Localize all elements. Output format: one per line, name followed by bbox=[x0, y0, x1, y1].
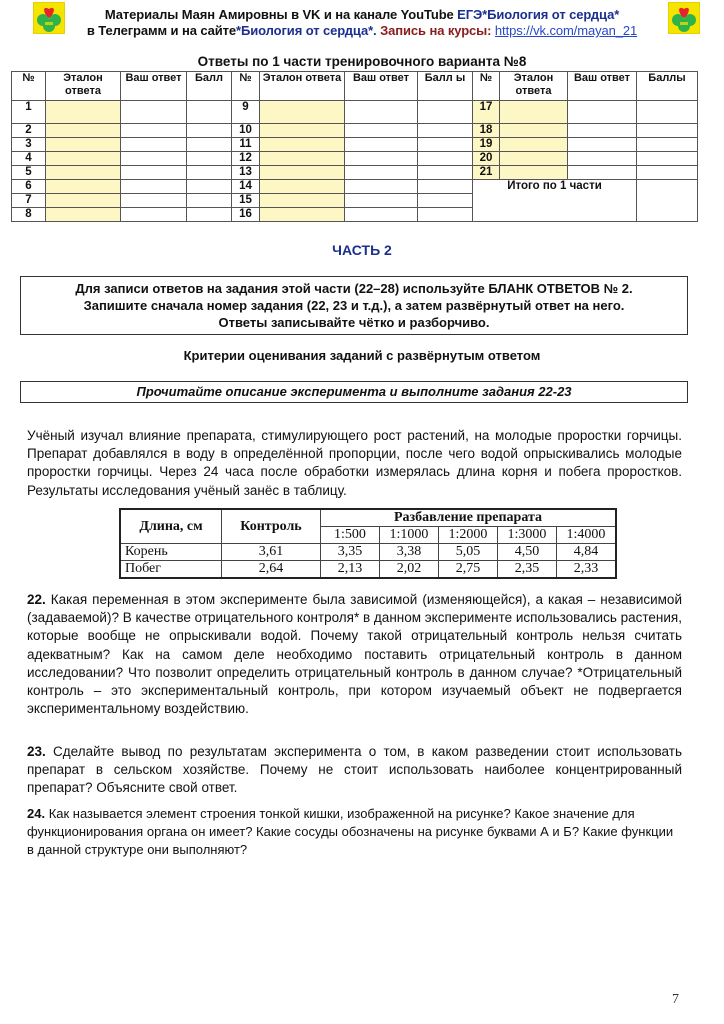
page-number: 7 bbox=[672, 992, 679, 1007]
score-cell[interactable] bbox=[418, 180, 473, 194]
reference-answer-cell bbox=[46, 138, 121, 152]
task-number-cell: 3 bbox=[12, 138, 46, 152]
header-cell: Ваш ответ bbox=[568, 72, 637, 101]
score-cell[interactable] bbox=[187, 152, 232, 166]
dilution-header: 1:1000 bbox=[380, 527, 439, 544]
value-cell: 5,05 bbox=[439, 544, 498, 561]
instruction-line: Запишите сначала номер задания (22, 23 и т.д.), а затем развёрнутый ответ на него. bbox=[83, 298, 625, 313]
your-answer-cell[interactable] bbox=[345, 138, 418, 152]
instruction-line: Ответы записывайте чётко и разборчиво. bbox=[218, 315, 490, 330]
header-line-1 bbox=[0, 7, 724, 22]
table-row bbox=[120, 561, 616, 579]
reference-answer-cell bbox=[260, 101, 345, 124]
task-number-cell: 15 bbox=[232, 194, 260, 208]
task-number-cell: 17 bbox=[473, 101, 500, 124]
your-answer-cell[interactable] bbox=[121, 101, 187, 124]
answers-table-header bbox=[12, 72, 698, 101]
reference-answer-cell bbox=[260, 124, 345, 138]
vk-link[interactable]: https://vk.com/mayan_21 bbox=[494, 23, 638, 38]
header-cell: Балл ы bbox=[418, 72, 473, 101]
table-row bbox=[12, 166, 698, 180]
row-label: Побег bbox=[120, 561, 222, 579]
reference-answer-cell bbox=[46, 194, 121, 208]
task-number-cell: 1 bbox=[12, 101, 46, 124]
value-cell: 4,50 bbox=[498, 544, 557, 561]
value-cell: 2,75 bbox=[439, 561, 498, 579]
your-answer-cell[interactable] bbox=[345, 194, 418, 208]
your-answer-cell[interactable] bbox=[121, 208, 187, 222]
reference-answer-cell bbox=[260, 152, 345, 166]
control-value: 3,61 bbox=[222, 544, 321, 561]
control-value: 2,64 bbox=[222, 561, 321, 579]
task-number-cell: 14 bbox=[232, 180, 260, 194]
task-number-cell: 8 bbox=[12, 208, 46, 222]
table-row bbox=[120, 544, 616, 561]
score-cell[interactable] bbox=[637, 124, 698, 138]
your-answer-cell[interactable] bbox=[121, 194, 187, 208]
answers-table bbox=[11, 71, 698, 222]
task-text: Как называется элемент строения тонкой кишки, изображенной на рисунке? Какое значение для функционирования органа он имеет? Какие сосуды обозначены на рисунке буквами А и Б? Какие функции в данной структуре они выполняют? bbox=[27, 806, 674, 858]
your-answer-cell[interactable] bbox=[345, 124, 418, 138]
task-number-cell: 13 bbox=[232, 166, 260, 180]
reference-answer-cell bbox=[46, 101, 121, 124]
task-22 bbox=[27, 591, 682, 718]
total-score-cell[interactable] bbox=[637, 180, 698, 222]
brand-name: *Биология от сердца*. bbox=[236, 23, 377, 38]
table-row bbox=[12, 101, 698, 124]
header-text: Материалы Маян Амировны в VK и на канале YouTube bbox=[104, 7, 458, 22]
score-cell[interactable] bbox=[187, 194, 232, 208]
row-label: Корень bbox=[120, 544, 222, 561]
reference-answer-cell bbox=[260, 194, 345, 208]
task-number-cell: 10 bbox=[232, 124, 260, 138]
reference-answer-cell bbox=[500, 166, 568, 180]
value-cell: 3,35 bbox=[321, 544, 380, 561]
reference-answer-cell bbox=[260, 208, 345, 222]
table-row bbox=[12, 138, 698, 152]
reference-answer-cell bbox=[500, 124, 568, 138]
dilution-header: 1:3000 bbox=[498, 527, 557, 544]
your-answer-cell[interactable] bbox=[345, 166, 418, 180]
score-cell[interactable] bbox=[187, 101, 232, 124]
score-cell[interactable] bbox=[637, 166, 698, 180]
your-answer-cell[interactable] bbox=[568, 152, 637, 166]
table-row bbox=[12, 152, 698, 166]
header-cell: Эталон ответа bbox=[260, 72, 345, 101]
part2-title: ЧАСТЬ 2 bbox=[332, 242, 392, 258]
score-cell[interactable] bbox=[187, 138, 232, 152]
task-number-cell: 12 bbox=[232, 152, 260, 166]
reference-answer-cell bbox=[500, 138, 568, 152]
reference-answer-cell bbox=[46, 166, 121, 180]
your-answer-cell[interactable] bbox=[121, 138, 187, 152]
score-cell[interactable] bbox=[187, 166, 232, 180]
instruction-line: Для записи ответов на задания этой части (22–28) используйте БЛАНК ОТВЕТОВ № 2. bbox=[75, 281, 633, 296]
signup-label: Запись на курсы: bbox=[376, 23, 495, 38]
header-cell: Эталон ответа bbox=[500, 72, 568, 101]
answers-table-title: Ответы по 1 части тренировочного варианта №8 bbox=[197, 54, 527, 69]
task-number-cell: 18 bbox=[473, 124, 500, 138]
task-number: 22. bbox=[27, 592, 46, 607]
brand-name: ЕГЭ*Биология от сердца* bbox=[457, 7, 620, 22]
score-cell[interactable] bbox=[637, 101, 698, 124]
task-number-cell: 20 bbox=[473, 152, 500, 166]
your-answer-cell[interactable] bbox=[345, 180, 418, 194]
dilution-header: 1:2000 bbox=[439, 527, 498, 544]
reference-answer-cell bbox=[500, 152, 568, 166]
score-cell[interactable] bbox=[187, 208, 232, 222]
header-line-2 bbox=[0, 23, 724, 38]
col-header-control: Контроль bbox=[222, 509, 321, 544]
task-text: Сделайте вывод по результатам эксперимента о том, в каком разведении стоит использовать препарат в сельском хозяйстве. Почему не стоит использовать наиболее концентрированный препарат? Объясните свой ответ. bbox=[27, 744, 682, 796]
header-text: в Телеграмм и на сайте bbox=[86, 23, 237, 38]
your-answer-cell[interactable] bbox=[568, 138, 637, 152]
header-cell: № bbox=[12, 72, 46, 101]
reference-answer-cell bbox=[46, 124, 121, 138]
score-cell[interactable] bbox=[418, 166, 473, 180]
your-answer-cell[interactable] bbox=[121, 124, 187, 138]
score-cell[interactable] bbox=[418, 138, 473, 152]
total-label: Итого по 1 части bbox=[473, 180, 637, 222]
experiment-intro: Учёный изучал влияние препарата, стимулирующего рост растений, на молодые проростки горчицы. Препарат добавлялся в воду в определённой пропорции, после чего водой опрыскивались молодые проростки горчицы. Через 24 часа после обработки измерялась длина корня и побега проростков. Результаты исследования учёный занёс в таблицу. bbox=[27, 428, 682, 498]
table-row bbox=[12, 180, 698, 194]
task-number: 23. bbox=[27, 744, 46, 759]
instructions-box bbox=[20, 276, 688, 335]
reference-answer-cell bbox=[260, 180, 345, 194]
score-cell[interactable] bbox=[418, 152, 473, 166]
value-cell: 2,35 bbox=[498, 561, 557, 579]
score-cell[interactable] bbox=[187, 180, 232, 194]
score-cell[interactable] bbox=[418, 194, 473, 208]
your-answer-cell[interactable] bbox=[345, 101, 418, 124]
reference-answer-cell bbox=[46, 152, 121, 166]
header-cell: № bbox=[473, 72, 500, 101]
value-cell: 2,33 bbox=[557, 561, 617, 579]
your-answer-cell[interactable] bbox=[121, 166, 187, 180]
header-cell: Балл bbox=[187, 72, 232, 101]
your-answer-cell[interactable] bbox=[345, 208, 418, 222]
your-answer-cell[interactable] bbox=[345, 152, 418, 166]
value-cell: 2,13 bbox=[321, 561, 380, 579]
score-cell[interactable] bbox=[637, 152, 698, 166]
task-number-cell: 21 bbox=[473, 166, 500, 180]
reference-answer-cell bbox=[46, 180, 121, 194]
score-cell[interactable] bbox=[418, 208, 473, 222]
header-cell: Ваш ответ bbox=[121, 72, 187, 101]
task-23 bbox=[27, 743, 682, 798]
dilution-header: 1:500 bbox=[321, 527, 380, 544]
header-cell: Баллы bbox=[637, 72, 698, 101]
score-cell[interactable] bbox=[418, 101, 473, 124]
header-cell: № bbox=[232, 72, 260, 101]
task-number-cell: 5 bbox=[12, 166, 46, 180]
your-answer-cell[interactable] bbox=[568, 101, 637, 124]
value-cell: 4,84 bbox=[557, 544, 617, 561]
value-cell: 3,38 bbox=[380, 544, 439, 561]
your-answer-cell[interactable] bbox=[121, 152, 187, 166]
dilution-header: 1:4000 bbox=[557, 527, 617, 544]
reference-answer-cell bbox=[500, 101, 568, 124]
your-answer-cell[interactable] bbox=[568, 166, 637, 180]
header-cell: Эталон ответа bbox=[46, 72, 121, 101]
task-number-cell: 19 bbox=[473, 138, 500, 152]
task-text: Какая переменная в этом эксперименте была зависимой (изменяющейся), а какая – независимой (задаваемой)? В качестве отрицательного контроля* в данном эксперименте использовались растения, которые вообще не опрыскивали водой. Почему такой отрицательный контроль нельзя считать адекватным? Как на самом деле необходимо поставить отрицательный контроль в данном исследовании? Что позволит определить отрицательный контроль в данном случае? *Отрицательный контроль – это экспериментальный контроль, при котором изучаемый объект не подвергается экспериментальному воздействию. bbox=[27, 592, 682, 717]
task-prompt-box: Прочитайте описание эксперимента и выполните задания 22-23 bbox=[20, 381, 688, 403]
value-cell: 2,02 bbox=[380, 561, 439, 579]
task-number-cell: 11 bbox=[232, 138, 260, 152]
task-number: 24. bbox=[27, 806, 46, 821]
task-number-cell: 2 bbox=[12, 124, 46, 138]
col-header-length: Длина, см bbox=[120, 509, 222, 544]
task-number-cell: 7 bbox=[12, 194, 46, 208]
col-header-dilution: Разбавление препарата bbox=[321, 509, 617, 527]
score-cell[interactable] bbox=[418, 124, 473, 138]
experiment-table bbox=[119, 508, 617, 579]
task-number-cell: 6 bbox=[12, 180, 46, 194]
task-number-cell: 16 bbox=[232, 208, 260, 222]
header-cell: Ваш ответ bbox=[345, 72, 418, 101]
task-24 bbox=[27, 805, 682, 860]
reference-answer-cell bbox=[260, 166, 345, 180]
reference-answer-cell bbox=[46, 208, 121, 222]
task-number-cell: 9 bbox=[232, 101, 260, 124]
reference-answer-cell bbox=[260, 138, 345, 152]
score-cell[interactable] bbox=[637, 138, 698, 152]
criteria-title: Критерии оценивания заданий с развёрнутым ответом bbox=[183, 348, 541, 363]
task-number-cell: 4 bbox=[12, 152, 46, 166]
score-cell[interactable] bbox=[187, 124, 232, 138]
your-answer-cell[interactable] bbox=[568, 124, 637, 138]
table-row bbox=[12, 124, 698, 138]
your-answer-cell[interactable] bbox=[121, 180, 187, 194]
